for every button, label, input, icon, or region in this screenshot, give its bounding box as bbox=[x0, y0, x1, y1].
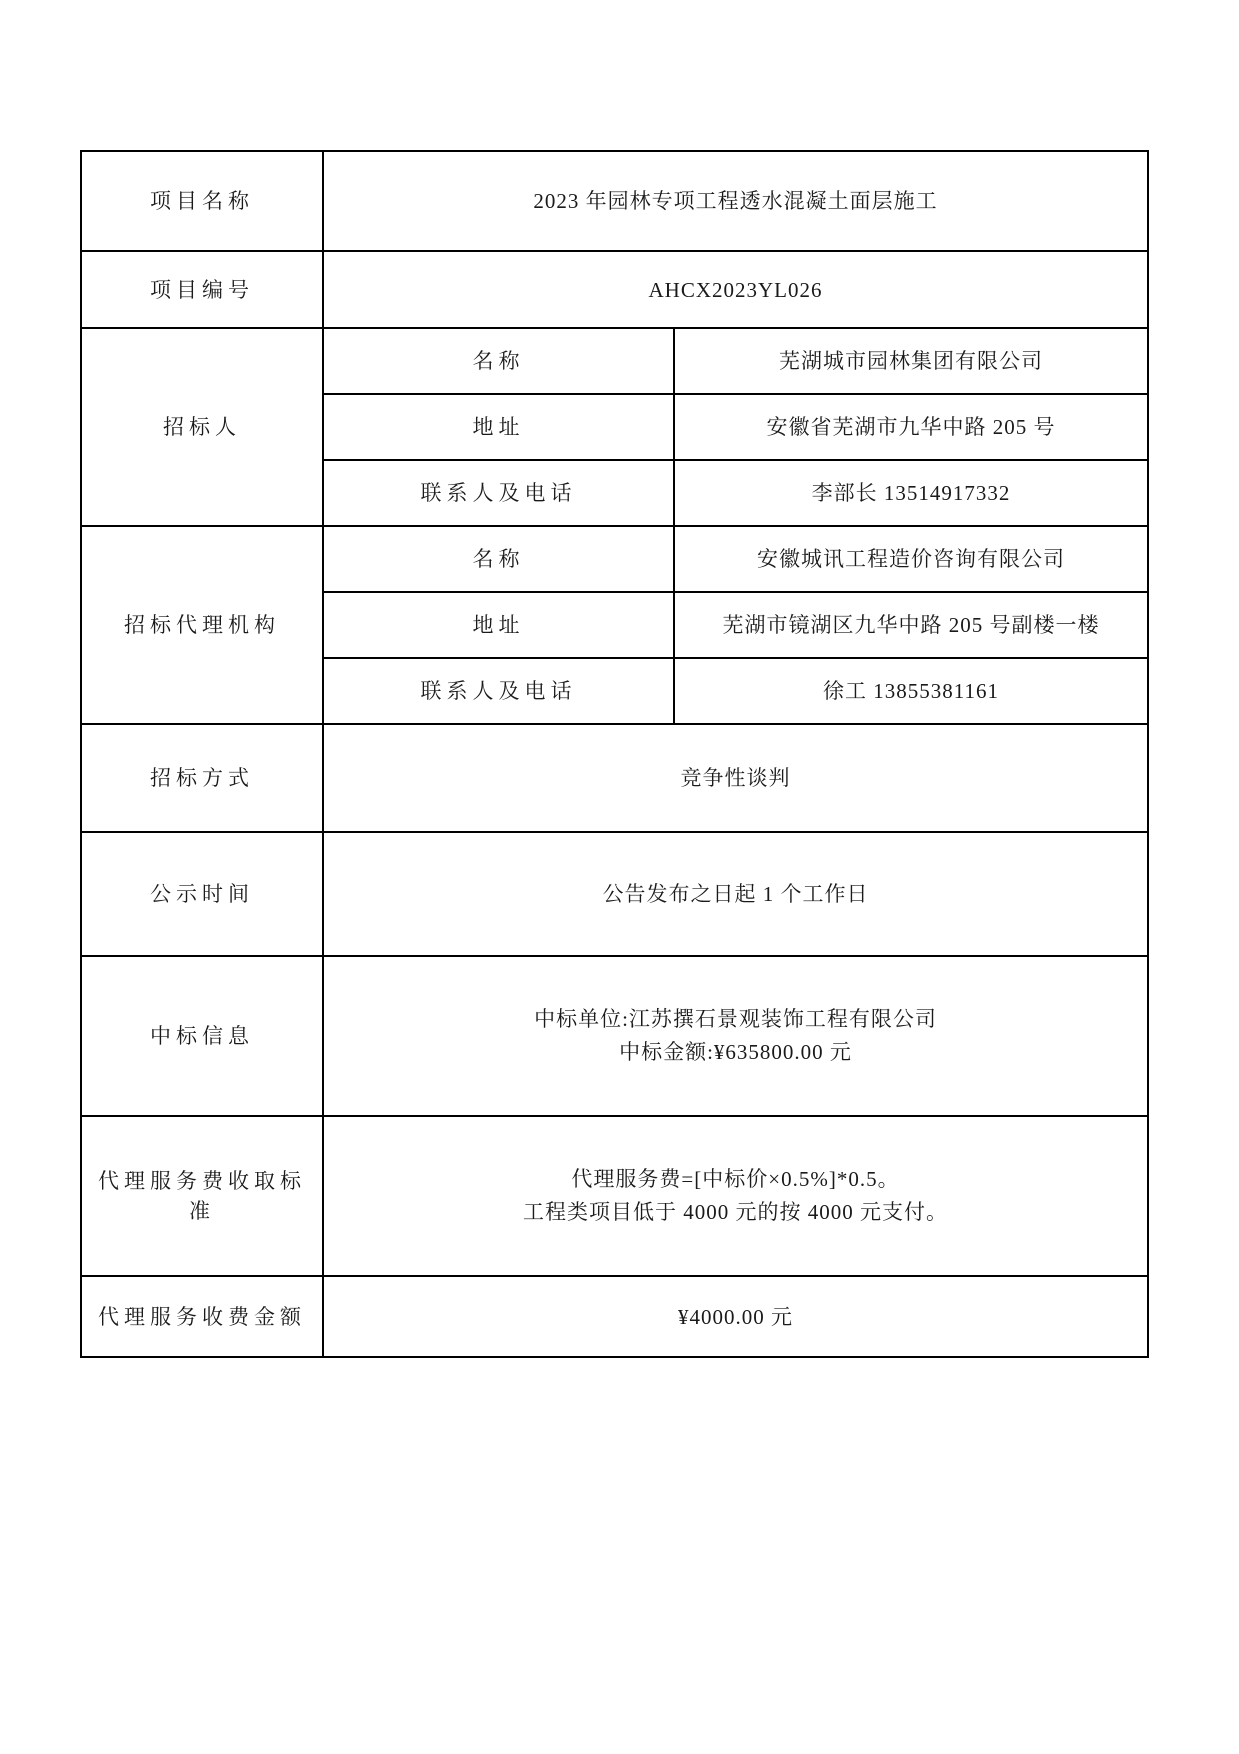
bid-method-label: 招标方式 bbox=[81, 724, 323, 832]
agency-fee-amount-value: ¥4000.00 元 bbox=[323, 1276, 1148, 1357]
row-agency-fee-standard bbox=[81, 1116, 1148, 1276]
tenderer-address-label: 地址 bbox=[323, 394, 674, 460]
award-info-label: 中标信息 bbox=[81, 956, 323, 1116]
agency-address-label: 地址 bbox=[323, 592, 674, 658]
row-publicity-period bbox=[81, 832, 1148, 956]
row-project-name bbox=[81, 151, 1148, 251]
project-name-value: 2023 年园林专项工程透水混凝土面层施工 bbox=[323, 151, 1148, 251]
award-info-value bbox=[323, 956, 1148, 1116]
tenderer-name-label: 名称 bbox=[323, 328, 674, 394]
tenderer-contact-label: 联系人及电话 bbox=[323, 460, 674, 526]
agency-name-value: 安徽城讯工程造价咨询有限公司 bbox=[674, 526, 1148, 592]
agency-address-value: 芜湖市镜湖区九华中路 205 号副楼一楼 bbox=[674, 592, 1148, 658]
row-bid-method bbox=[81, 724, 1148, 832]
award-amount-line: 中标金额:¥635800.00 元 bbox=[619, 1040, 852, 1064]
row-tenderer-name bbox=[81, 328, 1148, 394]
fee-formula-line: 代理服务费=[中标价×0.5%]*0.5。 bbox=[571, 1167, 900, 1191]
agency-name-label: 名称 bbox=[323, 526, 674, 592]
project-number-label: 项目编号 bbox=[81, 251, 323, 328]
bid-method-value: 竞争性谈判 bbox=[323, 724, 1148, 832]
publicity-period-value: 公告发布之日起 1 个工作日 bbox=[323, 832, 1148, 956]
row-project-number bbox=[81, 251, 1148, 328]
fee-minimum-line: 工程类项目低于 4000 元的按 4000 元支付。 bbox=[523, 1200, 948, 1224]
bid-result-table bbox=[80, 150, 1149, 1358]
agency-fee-standard-label: 代理服务费收取标准 bbox=[81, 1116, 323, 1276]
project-number-value: AHCX2023YL026 bbox=[323, 251, 1148, 328]
agency-contact-label: 联系人及电话 bbox=[323, 658, 674, 724]
agency-contact-value: 徐工 13855381161 bbox=[674, 658, 1148, 724]
row-award-info bbox=[81, 956, 1148, 1116]
award-winner-line: 中标单位:江苏撰石景观装饰工程有限公司 bbox=[534, 1007, 937, 1031]
agency-fee-amount-label: 代理服务收费金额 bbox=[81, 1276, 323, 1357]
agency-label: 招标代理机构 bbox=[81, 526, 323, 724]
agency-fee-standard-value bbox=[323, 1116, 1148, 1276]
publicity-period-label: 公示时间 bbox=[81, 832, 323, 956]
project-name-label: 项目名称 bbox=[81, 151, 323, 251]
tenderer-name-value: 芜湖城市园林集团有限公司 bbox=[674, 328, 1148, 394]
row-agency-fee-amount bbox=[81, 1276, 1148, 1357]
row-agency-name bbox=[81, 526, 1148, 592]
tenderer-label: 招标人 bbox=[81, 328, 323, 526]
tenderer-address-value: 安徽省芜湖市九华中路 205 号 bbox=[674, 394, 1148, 460]
tenderer-contact-value: 李部长 13514917332 bbox=[674, 460, 1148, 526]
